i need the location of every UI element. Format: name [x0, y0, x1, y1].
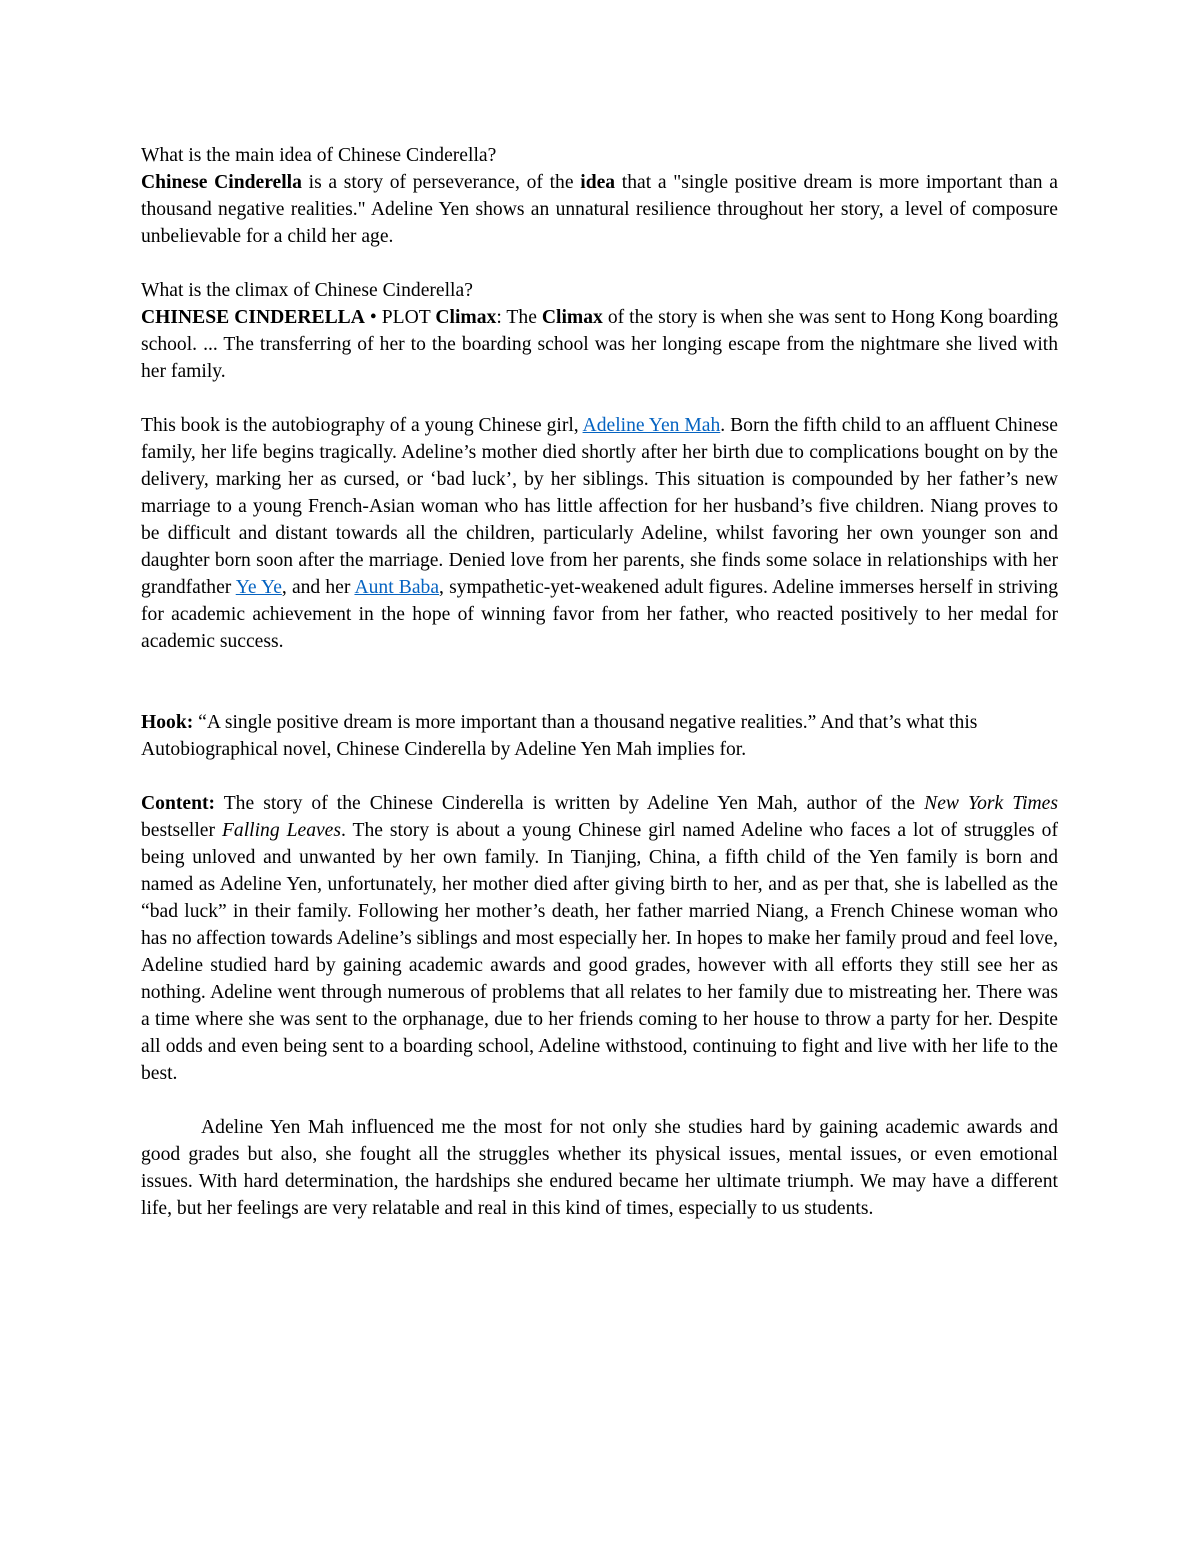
italic-title: New York Times [924, 793, 1058, 814]
bold-text: Climax [435, 307, 497, 328]
document-page [141, 142, 1058, 1222]
closing-paragraph: Adeline Yen Mah influenced me the most for not only she studies hard by gaining academic awards and good grades but also, she fought all the struggles whether its physical issues, mental issues, or even emotional issues. With hard determination, the hardships she endured became her ultimate triumph. We may have a different life, but her feelings are very relatable and real in this kind of times, especially to us students. [141, 1117, 1058, 1219]
bold-text: Climax [541, 307, 603, 328]
answer-climax: CHINESE CINDERELLA • PLOT Climax: The Climax of the story is when she was sent to Hong Kong boarding school. ... The transferring of her to the boarding school was her longing escape from the nightmare she lived with her family. [141, 307, 1058, 382]
link-adeline-yen-mah[interactable]: Adeline Yen Mah [582, 415, 721, 436]
italic-title: Falling Leaves [221, 820, 342, 841]
summary-paragraph: This book is the autobiography of a young Chinese girl, Adeline Yen Mah. Born the fifth child to an affluent Chinese family, her life begins tragically. Adeline’s mother died shortly after her birth due to complications bought on by the delivery, marking her as cursed, or ‘bad luck’, by her siblings. This situation is compounded by her father’s new marriage to a young French-Asian woman who has little affection for her husband’s five children. Niang proves to be difficult and distant towards all the children, particularly Adeline, whilst favoring her own younger son and daughter born soon after the marriage. Denied love from her parents, she finds some solace in relationships with her grandfather Ye Ye, and her Aunt Baba, sympathetic-yet-weakened adult figures. Adeline immerses herself in striving for academic achievement in the hope of winning favor from her father, who reacted positively to her medal for academic success. [141, 415, 1058, 652]
question-climax: What is the climax of Chinese Cinderella? [141, 280, 473, 301]
bold-text: idea [580, 172, 616, 193]
bold-text: Chinese Cinderella [141, 172, 302, 193]
content-label: Content: [141, 793, 216, 814]
hook-label: Hook: [141, 712, 194, 733]
link-aunt-baba[interactable]: Aunt Baba [354, 577, 440, 598]
bold-text: CHINESE CINDERELLA [141, 307, 365, 328]
question-main-idea: What is the main idea of Chinese Cinderella? [141, 145, 497, 166]
content-paragraph: Content: The story of the Chinese Cinderella is written by Adeline Yen Mah, author of the New York Times bestseller Falling Leaves. The story is about a young Chinese girl named Adeline who faces a lot of struggles of being unloved and unwanted by her own family. In Tianjing, China, a fifth child of the Yen family is born and named as Adeline Yen, unfortunately, her mother died after giving birth to her, and as per that, she is labelled as the “bad luck” in their family. Following her mother’s death, her father married Niang, a French Chinese woman who has no affection towards Adeline’s siblings and most especially her. In hopes to make her family proud and feel love, Adeline studied hard by gaining academic awards and good grades, however with all efforts they still see her as nothing. Adeline went through numerous of problems that all relates to her family due to mistreating her. There was a time where she was sent to the orphanage, due to her friends coming to her house to throw a party for her. Despite all odds and even being sent to a boarding school, Adeline withstood, continuing to fight and live with her life to the best. [141, 793, 1058, 1084]
link-ye-ye[interactable]: Ye Ye [235, 577, 282, 598]
hook-paragraph: Hook: “A single positive dream is more important than a thousand negative realities.” And that’s what this Autobiographical novel, Chinese Cinderella by Adeline Yen Mah implies for. [141, 712, 978, 760]
answer-main-idea: Chinese Cinderella is a story of perseverance, of the idea that a "single positive dream is more important than a thousand negative realities." Adeline Yen shows an unnatural resilience throughout her story, a level of composure unbelievable for a child her age. [141, 172, 1058, 247]
